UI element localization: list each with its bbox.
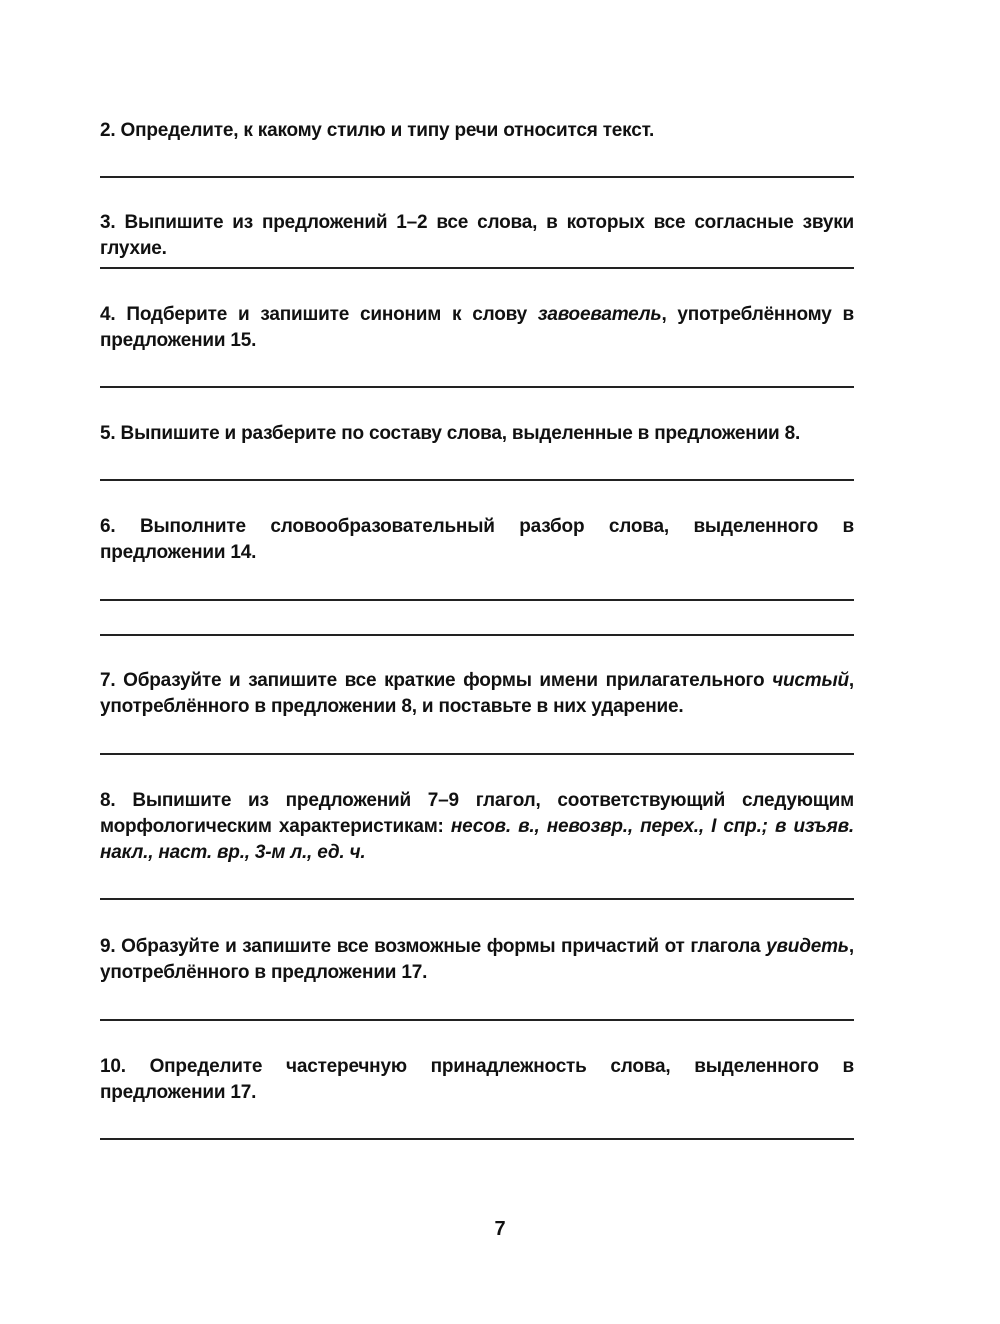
question-text-post: , употреблённого в предложении 17. [100,936,854,983]
question-number: 4. [100,304,116,325]
answer-line[interactable] [100,634,854,636]
question-9 [100,934,854,986]
answer-line[interactable] [100,479,854,481]
page-number: 7 [494,1218,506,1240]
question-number: 8. [100,790,116,811]
question-text: Выполните словообразовательный разбор слова, выделенного в предложении 14. [100,516,854,563]
question-number: 6. [100,516,116,537]
question-keyword: чистый [772,670,849,691]
question-8 [100,788,854,866]
question-6 [100,514,854,566]
question-text-pre: Выпишите из предложений 7–9 глагол, соответствующий следующим морфологическим характеристикам: [100,790,854,837]
question-keyword: завоеватель [537,304,662,325]
question-number: 3. [100,212,116,233]
answer-line[interactable] [100,176,854,178]
question-2 [100,118,854,144]
question-text: Выпишите и разберите по составу слова, выделенные в предложении 8. [120,423,801,444]
question-number: 7. [100,670,116,691]
question-keyword: увидеть [766,936,849,957]
answer-line[interactable] [100,898,854,900]
answer-line[interactable] [100,267,854,269]
question-number: 10. [100,1056,126,1077]
answer-line[interactable] [100,386,854,388]
answer-line[interactable] [100,753,854,755]
answer-line[interactable] [100,1138,854,1140]
question-text-pre: Образуйте и запишите все возможные формы причастий от глагола [121,936,767,957]
question-7 [100,668,854,720]
question-text: Выпишите из предложений 1–2 все слова, в которых все согласные звуки глухие. [100,212,854,259]
question-10 [100,1054,854,1106]
question-text-pre: Образуйте и запишите все краткие формы имени прилагательного [123,670,773,691]
question-text: Определите, к какому стилю и типу речи относится текст. [120,120,655,141]
question-4 [100,302,854,354]
answer-line[interactable] [100,1019,854,1021]
question-text-post: , употреблённого в предложении 8, и поставьте в них ударение. [100,670,854,717]
question-number: 5. [100,423,116,444]
answer-line[interactable] [100,599,854,601]
question-keyword: несов. в., невозвр., перех., I спр.; в изъяв. накл., наст. вр., 3-м л., ед. ч. [100,816,854,863]
question-5 [100,421,854,447]
question-text-pre: Подберите и запишите синоним к слову [126,304,538,325]
question-number: 2. [100,120,116,141]
question-text-post: , употреблённому в предложении 15. [100,304,854,351]
question-number: 9. [100,936,116,957]
question-3 [100,210,854,262]
question-text: Определите частеречную принадлежность слова, выделенного в предложении 17. [100,1056,854,1103]
